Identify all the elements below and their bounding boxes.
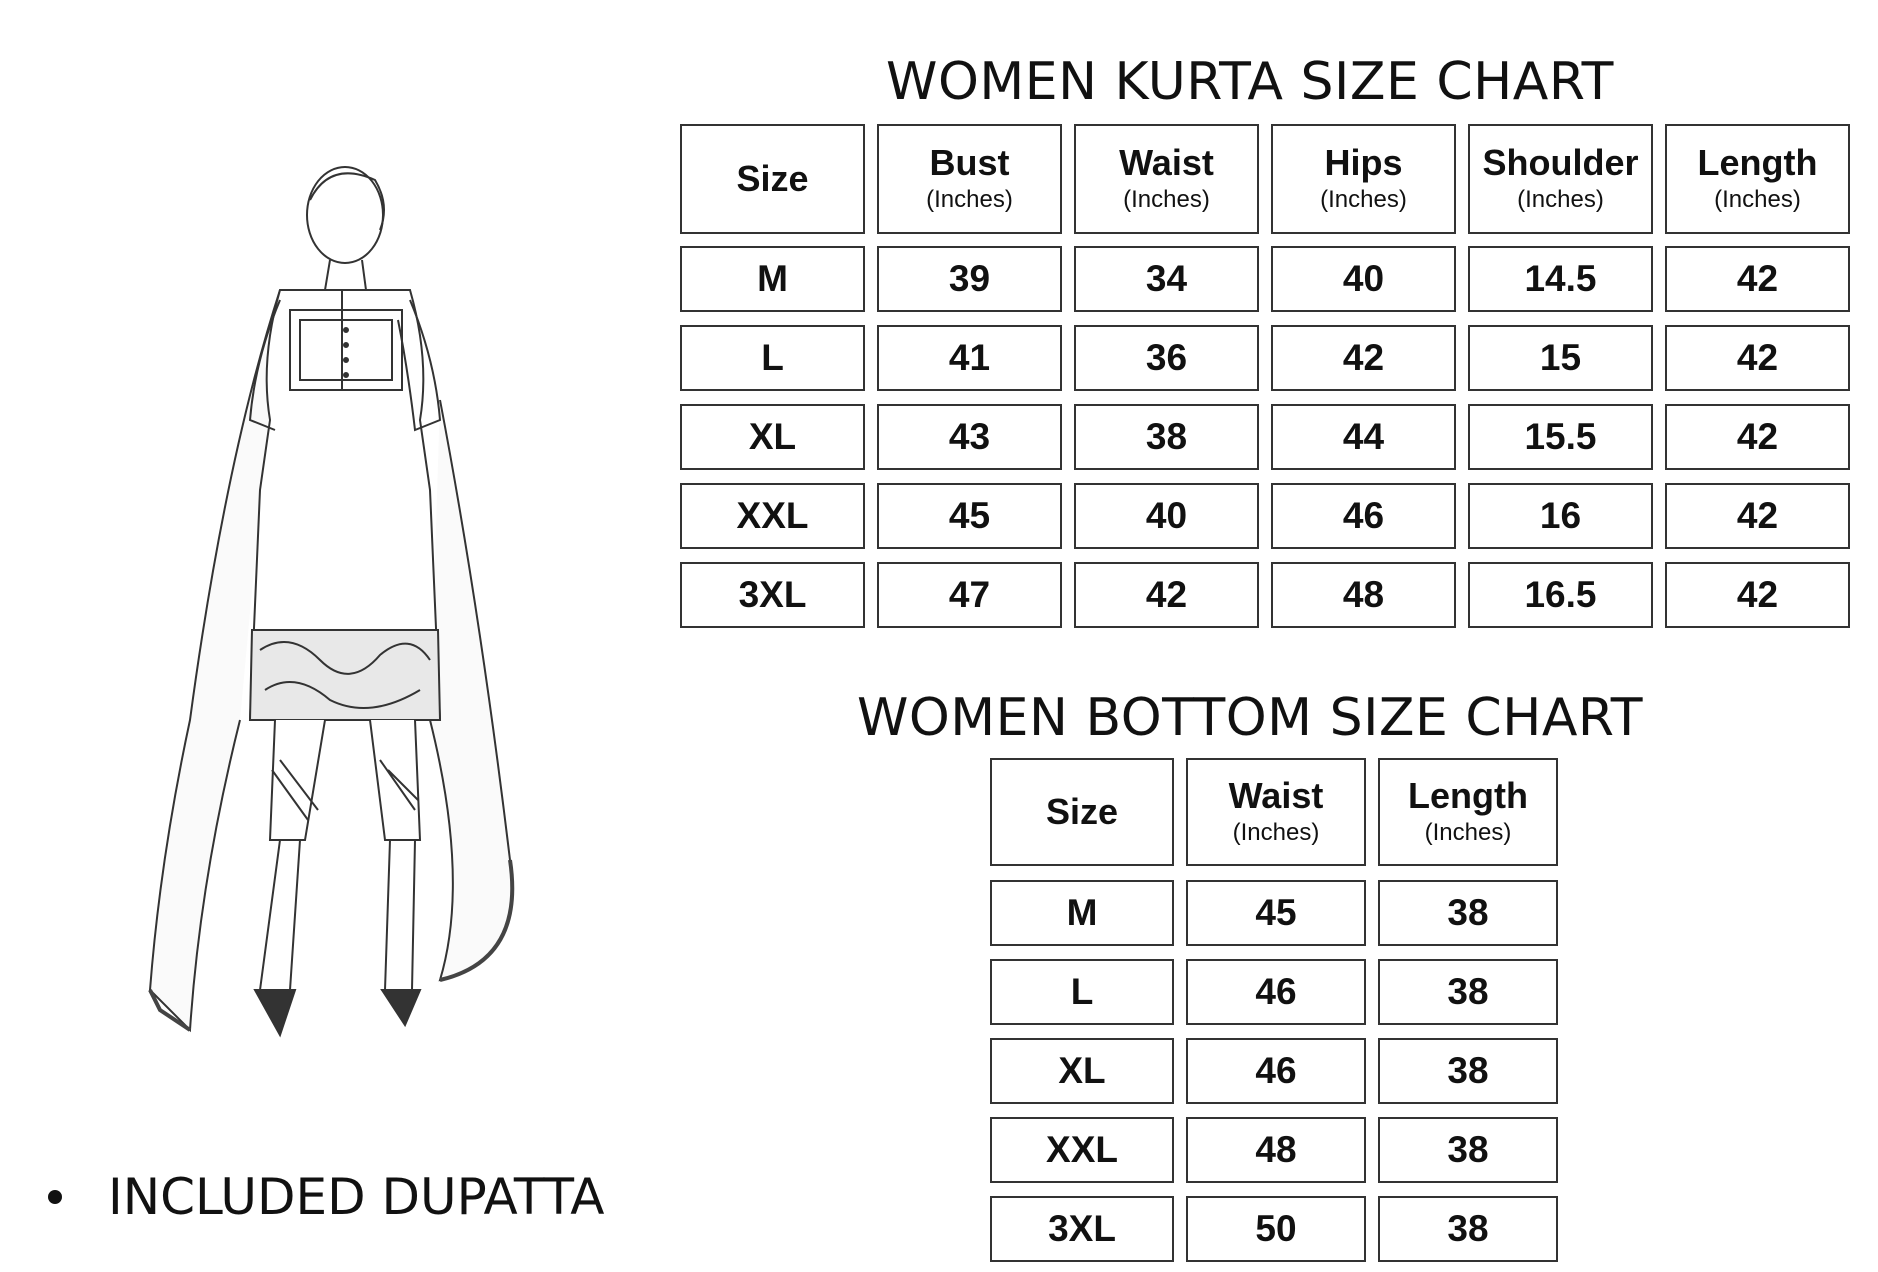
table-cell [877,562,1062,628]
cell-value: 44 [1342,416,1385,457]
kurta-header-bust [877,124,1062,234]
table-cell [1271,404,1456,470]
cell-value: M [757,258,788,299]
cell-value: L [1070,971,1094,1012]
table-cell [1271,325,1456,391]
table-cell [990,959,1174,1025]
table-cell [1074,246,1259,312]
cell-value: 46 [1255,1050,1297,1091]
cell-value: XXL [736,495,809,536]
kurta-chart-title: WOMEN KURTA SIZE CHART [886,52,1614,112]
kurta-size-table [680,124,1850,234]
cell-value: XXL [1046,1129,1118,1170]
cell-value: 40 [1145,495,1188,536]
header-label: Size [736,158,809,200]
cell-value: 42 [1736,416,1779,457]
cell-value: 14.5 [1524,258,1597,299]
cell-value: L [761,337,784,378]
table-cell [680,246,865,312]
header-unit: (Inches) [1232,818,1320,846]
table-cell [1665,325,1850,391]
table-cell [1271,483,1456,549]
bottom-size-rows [990,880,1558,1262]
table-cell [877,404,1062,470]
header-label: Waist [1228,775,1324,817]
cell-value: 50 [1255,1208,1297,1249]
table-cell [1186,1196,1366,1262]
cell-value: 42 [1736,574,1779,615]
cell-value: 3XL [738,574,807,615]
cell-value: 41 [948,337,991,378]
kurta-header-waist [1074,124,1259,234]
header-unit: (Inches) [1424,818,1512,846]
table-cell [1378,1038,1558,1104]
cell-value: 48 [1255,1129,1297,1170]
table-cell [1186,959,1366,1025]
table-cell [1074,483,1259,549]
cell-value: M [1066,892,1098,933]
cell-value: 42 [1342,337,1385,378]
header-unit: (Inches) [1320,185,1407,213]
cell-value: 42 [1736,495,1779,536]
cell-value: 15 [1539,337,1582,378]
table-cell [1378,1117,1558,1183]
table-cell [1665,483,1850,549]
table-cell [680,562,865,628]
header-unit: (Inches) [1123,185,1210,213]
cell-value: 48 [1342,574,1385,615]
kurta-sketch-illustration [130,160,560,1120]
bottom-size-table [990,758,1558,866]
table-cell [1468,325,1653,391]
cell-value: 3XL [1048,1208,1116,1249]
cell-value: 45 [948,495,991,536]
bottom-chart-title: WOMEN BOTTOM SIZE CHART [856,688,1644,748]
header-label: Hips [1324,142,1403,184]
table-cell [877,483,1062,549]
cell-value: 46 [1255,971,1297,1012]
table-cell [680,325,865,391]
table-cell [1074,404,1259,470]
table-cell [1186,1038,1366,1104]
cell-value: 15.5 [1524,416,1597,457]
cell-value: 47 [948,574,991,615]
kurta-header-hips [1271,124,1456,234]
bullet-icon [48,1190,62,1204]
table-cell [1468,246,1653,312]
kurta-header-shoulder [1468,124,1653,234]
header-label: Size [1045,791,1119,833]
table-cell [1378,1196,1558,1262]
cell-value: XL [748,416,797,457]
header-unit: (Inches) [1517,185,1604,213]
table-cell [990,1038,1174,1104]
cell-value: 39 [948,258,991,299]
table-cell [990,1196,1174,1262]
cell-value: 42 [1736,337,1779,378]
table-cell [1271,246,1456,312]
table-cell [1665,562,1850,628]
table-cell [1378,959,1558,1025]
table-cell [680,404,865,470]
table-cell [1468,404,1653,470]
table-cell [1186,1117,1366,1183]
cell-value: 43 [948,416,991,457]
dupatta-note [48,1168,604,1226]
bottom-header-length [1378,758,1558,866]
cell-value: 45 [1255,892,1297,933]
kurta-header-length [1665,124,1850,234]
table-cell [1074,325,1259,391]
kurta-header-size [680,124,865,234]
cell-value: 38 [1447,1208,1489,1249]
header-label: Shoulder [1482,142,1639,184]
table-cell [1271,562,1456,628]
cell-value: 38 [1447,971,1489,1012]
header-unit: (Inches) [1714,185,1801,213]
cell-value: 36 [1145,337,1188,378]
cell-value: 16 [1539,495,1582,536]
table-cell [990,1117,1174,1183]
cell-value: 42 [1736,258,1779,299]
bottom-header-size [990,758,1174,866]
cell-value: 38 [1145,416,1188,457]
table-cell [1468,483,1653,549]
table-cell [1665,404,1850,470]
cell-value: 40 [1342,258,1385,299]
cell-value: 38 [1447,1050,1489,1091]
table-cell [1074,562,1259,628]
header-label: Bust [929,142,1010,184]
note-text: INCLUDED DUPATTA [108,1168,605,1226]
table-cell [877,246,1062,312]
table-cell [1186,880,1366,946]
table-cell [1665,246,1850,312]
table-cell [680,483,865,549]
cell-value: 42 [1145,574,1188,615]
cell-value: 38 [1447,1129,1489,1170]
kurta-size-rows [680,246,1850,628]
cell-value: 38 [1447,892,1489,933]
header-label: Waist [1119,142,1214,184]
bottom-header-waist [1186,758,1366,866]
header-unit: (Inches) [926,185,1013,213]
table-cell [877,325,1062,391]
cell-value: 46 [1342,495,1385,536]
table-cell [1468,562,1653,628]
header-label: Length [1408,775,1528,817]
header-label: Length [1697,142,1818,184]
cell-value: XL [1058,1050,1106,1091]
table-cell [990,880,1174,946]
table-cell [1378,880,1558,946]
cell-value: 16.5 [1524,574,1597,615]
cell-value: 34 [1145,258,1188,299]
